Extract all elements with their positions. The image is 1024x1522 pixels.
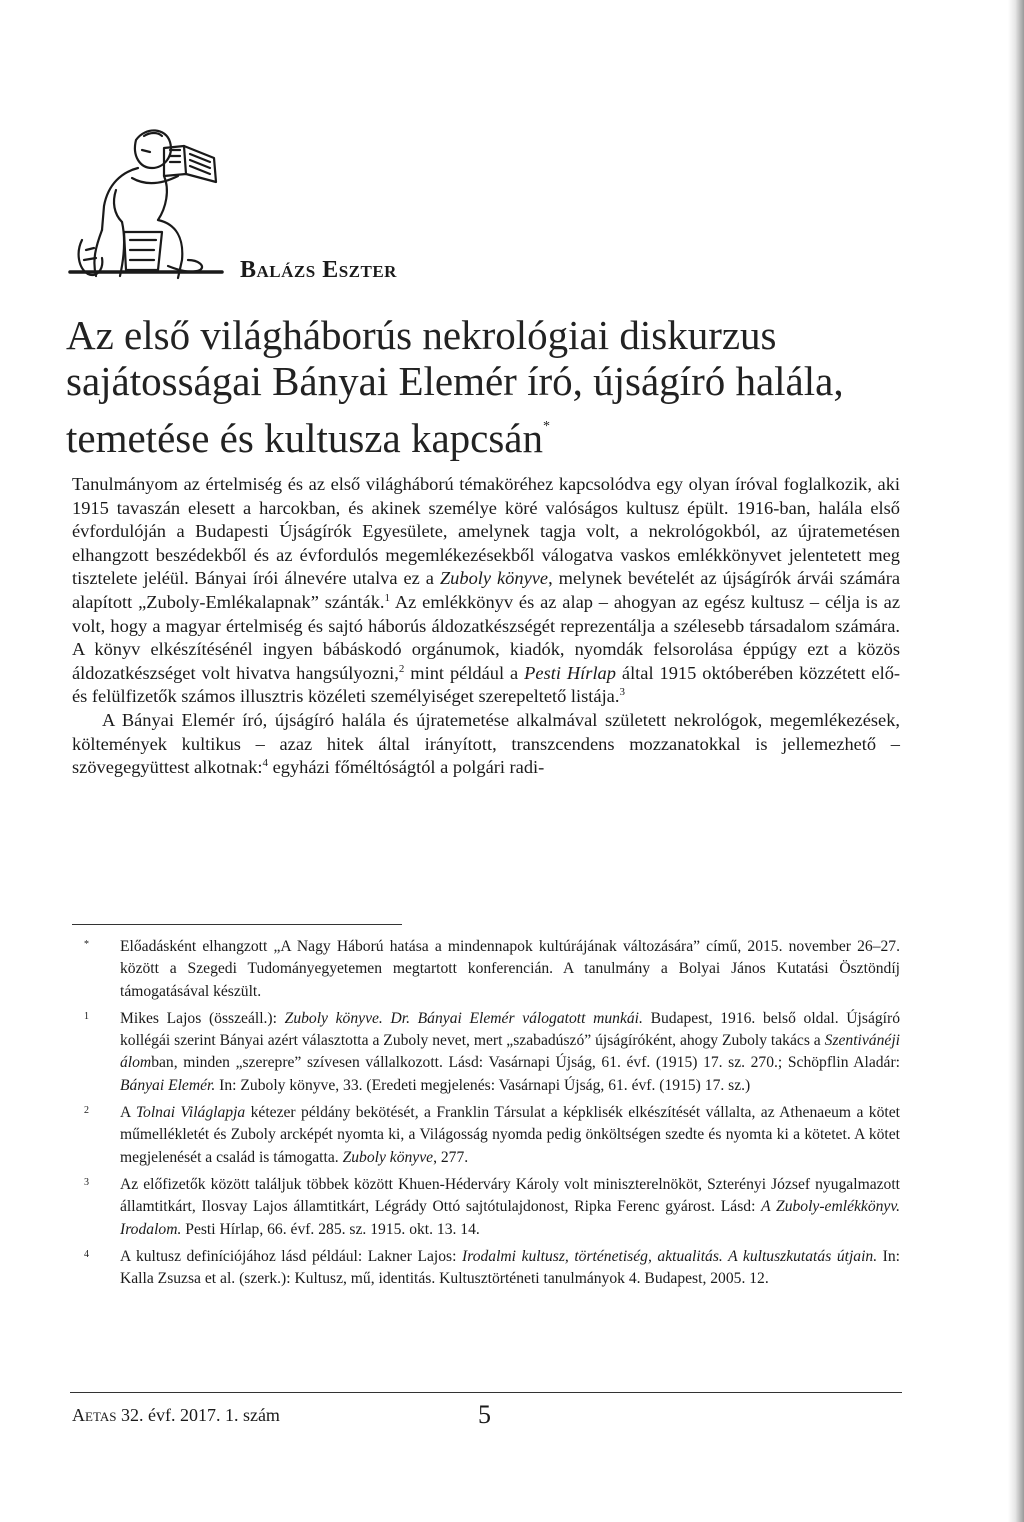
footnote-text <box>120 1176 900 1238</box>
footnote-text <box>120 1010 900 1094</box>
italic-text: Irodalmi kultusz, történetiség, aktualitás. A kultuszkutatás útjain. <box>462 1247 878 1265</box>
italic-text: Tolnai Világlapja <box>135 1104 246 1122</box>
author-name: Balázs Eszter <box>240 257 397 283</box>
body-paragraph-2 <box>72 709 900 780</box>
article-title <box>66 312 926 461</box>
man-reading-book-logo <box>66 120 226 290</box>
text-run: A Bányai Elemér író, újságíró halála és újratemetése alkalmával született nekrológok, megemlékezések, költemények kultikus – azaz hitek által irányított, transzcendens mozzanatokkal is jellemezhető – szövegegyüttest alkotnak: <box>72 709 900 778</box>
footnote <box>72 936 900 1003</box>
footnote <box>72 1008 900 1097</box>
footnote-mark: * <box>84 939 89 950</box>
text-run: mint például a <box>404 662 525 683</box>
text-run: egyházi főméltóságtól a polgári radi- <box>268 757 545 778</box>
text-run: A <box>120 1104 136 1122</box>
text-run: Budapest, 1916. belső oldal. Újságíró kollégái szerint Bányai azért választotta a Zuboly nevet, mert „szabadúszó” újságíróként, ahogy Zuboly takács a <box>120 1009 901 1050</box>
text-run: Az előfizetők között találjuk többek között Khuen-Héderváry Károly volt miniszterelnököt, Szterényi József nyugalmazott államtitkárt, Ilosvay Lajos államtitkárt, Légrády Ottó sajtótulajdonost, Ripka Ferenc gyárost. Lásd: <box>120 1175 900 1216</box>
footnote <box>72 1102 900 1169</box>
italic-text: A Zuboly-emlékkönyv. Irodalom. <box>120 1198 901 1238</box>
text-run: Előadásként elhangzott „A Nagy Háború hatása a mindennapok kultúrájának változására” című, 2015. november 26–27. között a Szegedi Tudományegyetemen megtartott konferencián. A tanulmány a Bolyai János Kutatási Ösztöndíj támogatásával készült. <box>120 938 900 1000</box>
italic-text: Zuboly könyve <box>342 1148 434 1166</box>
footnote-mark: 2 <box>84 1105 89 1117</box>
text-run: kétezer példány bekötését, a Franklin Társulat a képklisék elkészítését vállalta, az Athenaeum a kötet műmellékletét és Zuboly arcképét nyomta ki, a Világosság nyomda pedig önköltségen szedte és nyomta ki a kötetet. A kötet megjelenését a család is támogatta. <box>120 1104 900 1166</box>
footnote-mark: 4 <box>84 1248 89 1260</box>
journal-issue <box>72 1402 280 1428</box>
italic-text: Szentivánéji álom <box>120 1032 900 1072</box>
italic-text: Bányai Elemér. <box>120 1076 216 1094</box>
text-run: A kultusz definíciójához lásd például: Lakner Lajos: <box>120 1247 463 1265</box>
body-paragraph-1 <box>72 473 900 709</box>
text-run: Tanulmányom az értelmiség és az első világháború témaköréhez kapcsolódva egy olyan íróval foglalkozik, aki 1915 tavaszán elesett a harcokban, és akinek személye köré valóságos kultusz épült. 1916-ban, halála első évfordulóján a Budapesti Újságírók Egyesülete, amelynek tagja volt, a nekrológokból, az újratemetésen elhangzott beszédekből és az évfordulós megemlékezésekből válogatva vaskos emlékkönyvet jelentetett meg tisztelete jeléül. Bányai írói álnevére utalva ez a <box>72 474 900 589</box>
text-run: In: Kalla Zsuzsa et al. (szerk.): Kultusz, mű, identitás. Kultusztörténeti tanulmányok 4. Budapest, 2005. 12. <box>120 1247 900 1288</box>
scan-edge-shadow <box>1008 0 1024 1522</box>
footnote-text <box>120 1248 900 1287</box>
text-run: Mikes Lajos (összeáll.): <box>120 1009 285 1027</box>
text-run: , 277. <box>433 1148 469 1166</box>
footnote-mark: 1 <box>84 1010 89 1022</box>
text-run: , melynek bevételét az újságírók árvái számára alapított „Zuboly-Emlékalapnak” szánták. <box>72 568 900 612</box>
text-run: ban, minden „szerepre” szívesen vállalkozott. Lásd: Vasárnapi Újság, 61. évf. (1915) 17. sz. 270.; Schöpflin Aladár: <box>151 1054 900 1072</box>
footnote-reference: 1 <box>384 591 390 604</box>
article-body <box>72 473 900 780</box>
footer-rule <box>70 1392 902 1393</box>
article-title-text: Az első világháborús nekrológiai diskurzus sajátosságai Bányai Elemér író, újságíró halála, temetése és kultusza kapcsán <box>66 312 844 461</box>
footnote-mark: 3 <box>84 1176 89 1188</box>
page-number: 5 <box>478 1400 491 1429</box>
text-run: In: Zuboly könyve, 33. (Eredeti megjelenés: Vasárnapi Újság, 61. évf. (1915) 17. sz.) <box>215 1076 751 1094</box>
footnote <box>72 1174 900 1241</box>
footnote-separator <box>72 924 402 925</box>
text-run: által 1915 októberében közzétett elő- és felülfizetők számos illusztris közéleti személyiséget szerepeltető listája. <box>72 662 901 707</box>
title-footnote-mark: * <box>543 419 551 434</box>
footnote-text <box>120 1104 900 1166</box>
journal-name: Aetas <box>72 1405 117 1425</box>
footnote-reference: 3 <box>619 686 625 699</box>
footnotes <box>72 936 900 1295</box>
footnote-reference: 4 <box>262 757 268 769</box>
footnote <box>72 1246 900 1291</box>
issue-info: 32. évf. 2017. 1. szám <box>120 1405 280 1425</box>
italic-text: Pesti Hírlap <box>524 662 616 683</box>
footnote-text <box>120 938 900 1000</box>
text-run: Pesti Hírlap, 66. évf. 285. sz. 1915. okt. 13. 14. <box>181 1220 480 1238</box>
text-run: Az emlékkönyv és az alap – ahogyan az egész kultusz – célja is az volt, hogy a magyar értelmiség és sajtó háborús áldozatkészségét reprezentálja a szélesebb társadalom számára. A könyv elkészítésénél ingyen bábáskodó orgánumok, kiadók, nyomdák felsorolása éppúgy ezt a közös áldozatkészséget volt hivatva hangsúlyozni, <box>72 591 900 683</box>
italic-text: Zuboly könyve. Dr. Bányai Elemér válogatott munkái. <box>284 1009 643 1027</box>
italic-text: Zuboly könyve <box>439 568 549 589</box>
footnote-reference: 2 <box>398 662 405 675</box>
